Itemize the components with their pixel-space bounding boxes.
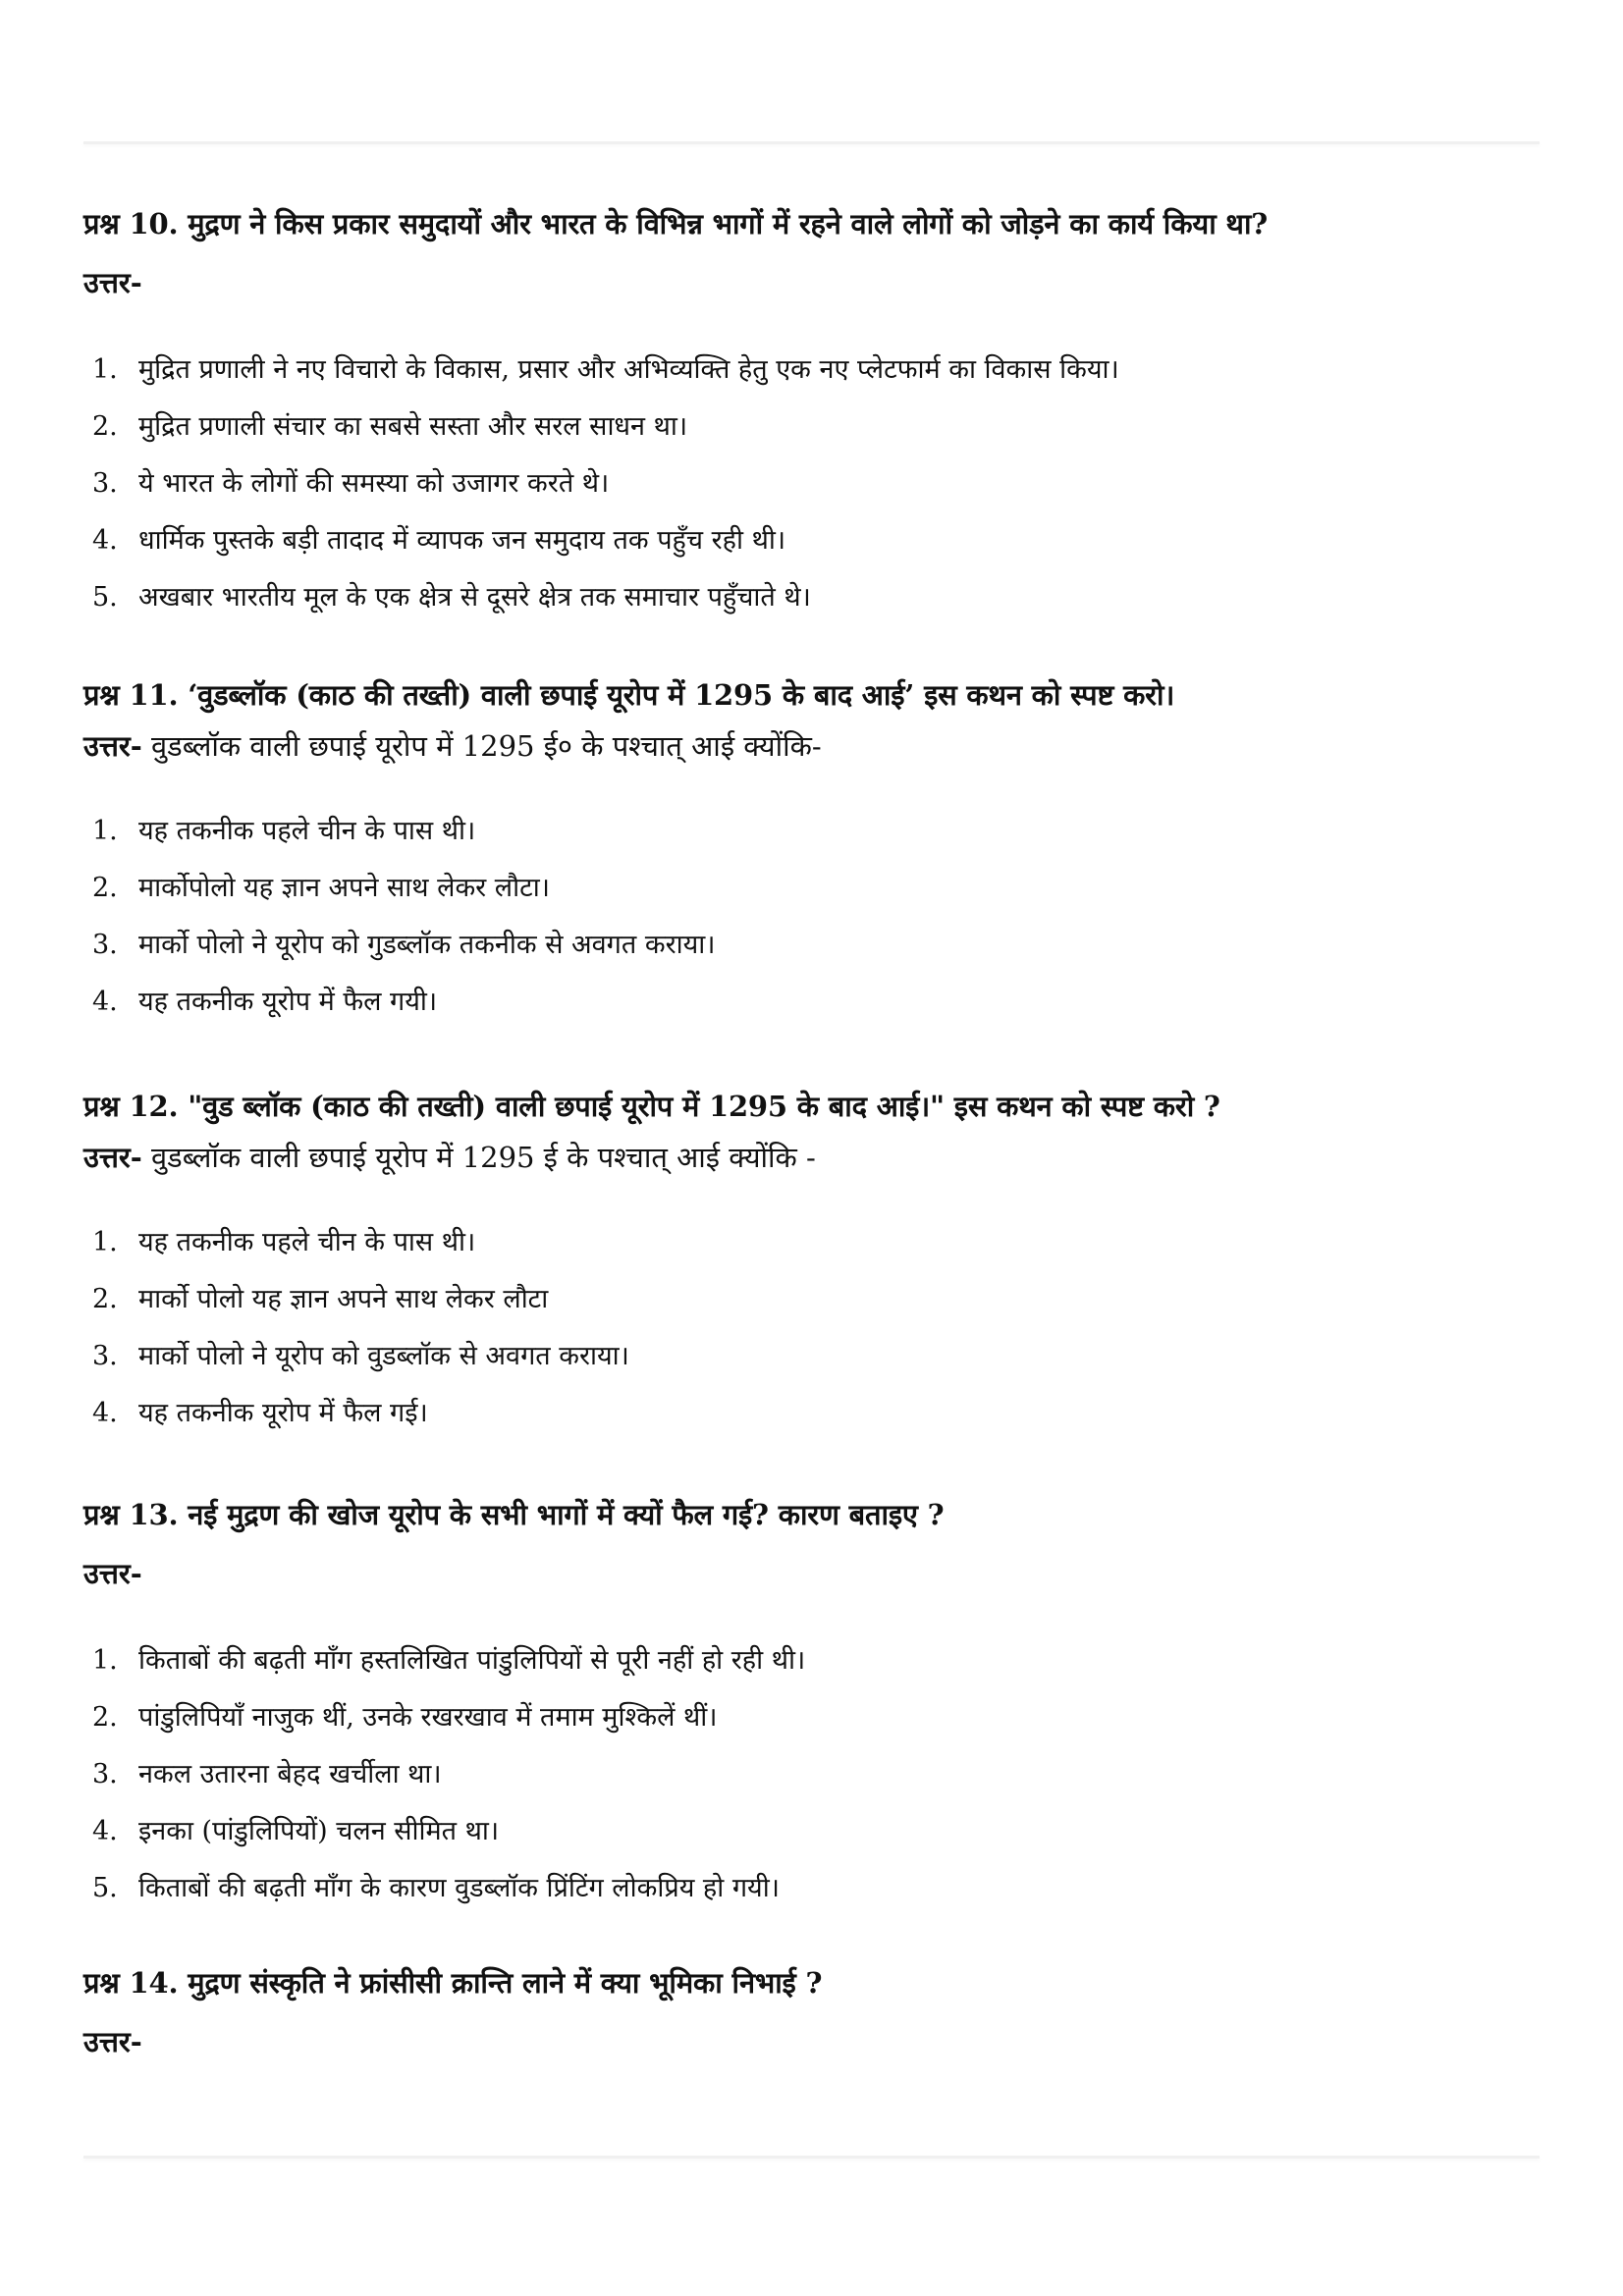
top-divider bbox=[83, 141, 1540, 144]
answer-line bbox=[83, 263, 1556, 302]
question-block-10 bbox=[83, 204, 1556, 626]
list-text: धार्मिक पुस्तके बड़ी तादाद में व्यापक जन समुदाय तक पहुँच रही थी। bbox=[138, 525, 786, 556]
list-number: 1. bbox=[92, 1227, 118, 1257]
list-number: 1. bbox=[92, 816, 118, 846]
answer-text: वुडब्लॉक वाली छपाई यूरोप में 1295 ई के पश्चात् आई क्योंकि - bbox=[141, 1141, 816, 1174]
list-item bbox=[83, 569, 1556, 626]
list-number: 2. bbox=[92, 1702, 118, 1733]
list-item bbox=[83, 1385, 1556, 1442]
list-text: किताबों की बढ़ती माँग हस्तलिखित पांडुलिपियों से पूरी नहीं हो रही थी। bbox=[138, 1645, 806, 1676]
list-item bbox=[83, 1328, 1556, 1385]
list-item bbox=[83, 1632, 1556, 1689]
bottom-divider bbox=[83, 2156, 1540, 2159]
list-number: 2. bbox=[92, 1284, 118, 1314]
answer-points-list bbox=[83, 1632, 1556, 1917]
list-text: यह तकनीक यूरोप में फैल गई। bbox=[138, 1398, 428, 1428]
answer-label: उत्तर- bbox=[83, 1557, 142, 1590]
list-item bbox=[83, 1214, 1556, 1271]
answer-line bbox=[83, 1554, 1556, 1593]
list-number: 5. bbox=[92, 582, 118, 613]
answer-label: उत्तर- bbox=[83, 266, 142, 299]
list-number: 3. bbox=[92, 1759, 118, 1789]
list-item bbox=[83, 512, 1556, 569]
list-number: 3. bbox=[92, 930, 118, 960]
answer-line bbox=[83, 2022, 1556, 2061]
list-item bbox=[83, 1271, 1556, 1328]
question-heading: प्रश्न 14. मुद्रण संस्कृति ने फ्रांसीसी क्रान्ति लाने में क्या भूमिका निभाई ? bbox=[83, 1966, 823, 2000]
question-block-12 bbox=[83, 1087, 1556, 1442]
answer-line bbox=[83, 726, 1556, 766]
answer-text: वुडब्लॉक वाली छपाई यूरोप में 1295 ई० के पश्चात् आई क्योंकि- bbox=[141, 729, 822, 763]
answer-line bbox=[83, 1138, 1556, 1177]
list-number: 4. bbox=[92, 1398, 118, 1428]
answer-label: उत्तर- bbox=[83, 729, 142, 763]
list-text: मार्को पोलो ने यूरोप को वुडब्लॉक से अवगत कराया। bbox=[138, 1341, 629, 1371]
list-item bbox=[83, 1746, 1556, 1803]
question-block-13 bbox=[83, 1495, 1556, 1917]
list-number: 1. bbox=[92, 1645, 118, 1676]
list-item bbox=[83, 342, 1556, 399]
list-text: इनका (पांडुलिपियों) चलन सीमित था। bbox=[138, 1816, 500, 1846]
list-item bbox=[83, 455, 1556, 512]
list-number: 4. bbox=[92, 1816, 118, 1846]
list-number: 5. bbox=[92, 1873, 118, 1903]
list-text: मार्को पोलो ने यूरोप को गुडब्लॉक तकनीक से अवगत कराया। bbox=[138, 930, 716, 960]
list-item bbox=[83, 399, 1556, 455]
question-block-14 bbox=[83, 1963, 1556, 2061]
list-text: मार्कोपोलो यह ज्ञान अपने साथ लेकर लौटा। bbox=[138, 873, 550, 903]
list-number: 3. bbox=[92, 468, 118, 499]
list-text: अखबार भारतीय मूल के एक क्षेत्र से दूसरे क्षेत्र तक समाचार पहुँचाते थे। bbox=[138, 582, 811, 613]
list-text: पांडुलिपियाँ नाजुक थीं, उनके रखरखाव में तमाम मुश्किलें थीं। bbox=[138, 1702, 718, 1733]
question-heading: प्रश्न 11. ‘वुडब्लॉक (काठ की तख्ती) वाली छपाई यूरोप में 1295 के बाद आई’ इस कथन को स्पष्ट करो। bbox=[83, 678, 1175, 712]
list-item bbox=[83, 1803, 1556, 1860]
answer-points-list bbox=[83, 342, 1556, 626]
list-item bbox=[83, 974, 1556, 1031]
list-text: ये भारत के लोगों की समस्या को उजागर करते थे। bbox=[138, 468, 610, 499]
answer-points-list bbox=[83, 1214, 1556, 1442]
list-number: 4. bbox=[92, 525, 118, 556]
list-number: 2. bbox=[92, 411, 118, 442]
list-number: 4. bbox=[92, 987, 118, 1017]
list-item bbox=[83, 803, 1556, 860]
list-text: यह तकनीक पहले चीन के पास थी। bbox=[138, 816, 476, 846]
list-number: 1. bbox=[92, 354, 118, 385]
list-number: 3. bbox=[92, 1341, 118, 1371]
list-text: मुद्रित प्रणाली संचार का सबसे सस्ता और सरल साधन था। bbox=[138, 411, 688, 442]
question-heading: प्रश्न 12. "वुड ब्लॉक (काठ की तख्ती) वाली छपाई यूरोप में 1295 के बाद आई।" इस कथन को स्पष्ट करो ? bbox=[83, 1090, 1220, 1123]
list-item bbox=[83, 1860, 1556, 1917]
question-block-11 bbox=[83, 675, 1556, 1031]
question-heading: प्रश्न 13. नई मुद्रण की खोज यूरोप के सभी भागों में क्यों फैल गई? कारण बताइए ? bbox=[83, 1498, 945, 1531]
list-number: 2. bbox=[92, 873, 118, 903]
list-item bbox=[83, 860, 1556, 917]
list-text: मार्को पोलो यह ज्ञान अपने साथ लेकर लौटा bbox=[138, 1284, 549, 1314]
list-item bbox=[83, 917, 1556, 974]
answer-label: उत्तर- bbox=[83, 1141, 142, 1174]
list-text: किताबों की बढ़ती माँग के कारण वुडब्लॉक प्रिंटिंग लोकप्रिय हो गयी। bbox=[138, 1873, 780, 1903]
list-text: नकल उतारना बेहद खर्चीला था। bbox=[138, 1759, 442, 1789]
list-text: मुद्रित प्रणाली ने नए विचारो के विकास, प्रसार और अभिव्यक्ति हेतु एक नए प्लेटफार्म का विकास किया। bbox=[138, 354, 1119, 385]
list-text: यह तकनीक यूरोप में फैल गयी। bbox=[138, 987, 438, 1017]
list-text: यह तकनीक पहले चीन के पास थी। bbox=[138, 1227, 476, 1257]
answer-label: उत्तर- bbox=[83, 2025, 142, 2058]
answer-points-list bbox=[83, 803, 1556, 1031]
list-item bbox=[83, 1689, 1556, 1746]
question-heading: प्रश्न 10. मुद्रण ने किस प्रकार समुदायों और भारत के विभिन्न भागों में रहने वाले लोगों को जोड़ने का कार्य किया था? bbox=[83, 207, 1269, 240]
